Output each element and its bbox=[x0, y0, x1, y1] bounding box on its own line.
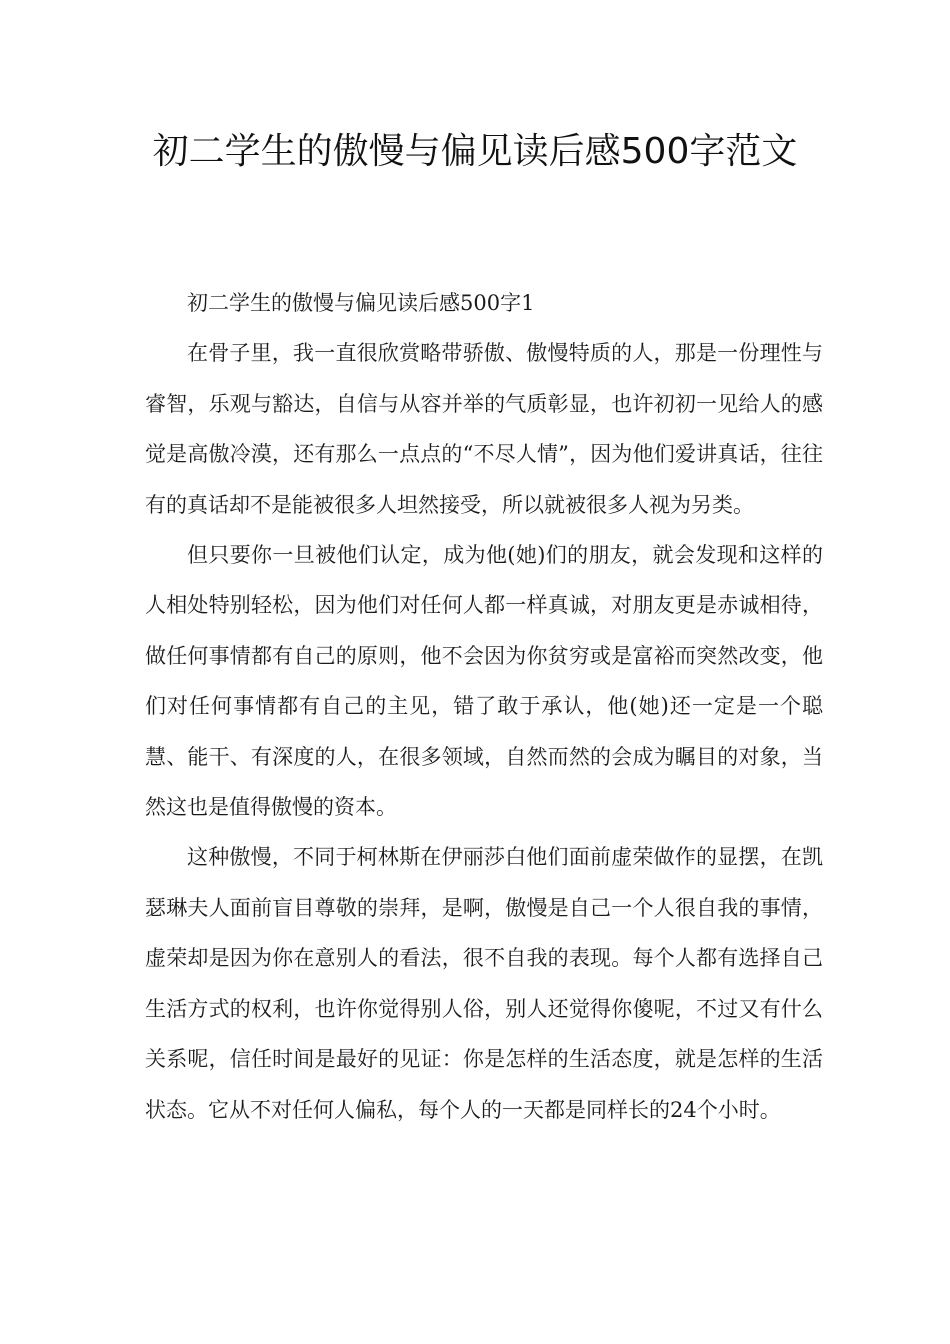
section-subtitle: 初二学生的傲慢与偏见读后感500字1 bbox=[187, 291, 535, 315]
document-body bbox=[145, 278, 823, 1135]
paragraph-3: 这种傲慢，不同于柯林斯在伊丽莎白他们面前虚荣做作的显摆，在凯瑟琳夫人面前盲目尊敬的崇拜，是啊，傲慢是自己一个人很自我的事情，虚荣却是因为你在意别人的看法，很不自我的表现。每个人都有选择自己生活方式的权利，也许你觉得别人俗，别人还觉得你傻呢，不过又有什么关系呢，信任时间是最好的见证：你是怎样的生活态度，就是怎样的生活状态。它从不对任何人偏私，每个人的一天都是同样长的24个小时。 bbox=[145, 845, 823, 1122]
paragraph-1: 在骨子里，我一直很欣赏略带骄傲、傲慢特质的人，那是一份理性与睿智，乐观与豁达，自信与从容并举的气质彰显，也许初初一见给人的感觉是高傲冷漠，还有那么一点点的“不尽人情”，因为他们爱讲真话，往往有的真话却不是能被很多人坦然接受，所以就被很多人视为另类。 bbox=[145, 341, 823, 517]
paragraph-2: 但只要你一旦被他们认定，成为他(她)们的朋友，就会发现和这样的人相处特别轻松，因为他们对任何人都一样真诚，对朋友更是赤诚相待，做任何事情都有自己的原则，他不会因为你贫穷或是富裕而突然改变，他们对任何事情都有自己的主见，错了敢于承认，他(她)还一定是一个聪慧、能干、有深度的人，在很多领域，自然而然的会成为瞩目的对象，当然这也是值得傲慢的资本。 bbox=[145, 543, 823, 820]
document-title: 初二学生的傲慢与偏见读后感500字范文 bbox=[152, 131, 798, 172]
